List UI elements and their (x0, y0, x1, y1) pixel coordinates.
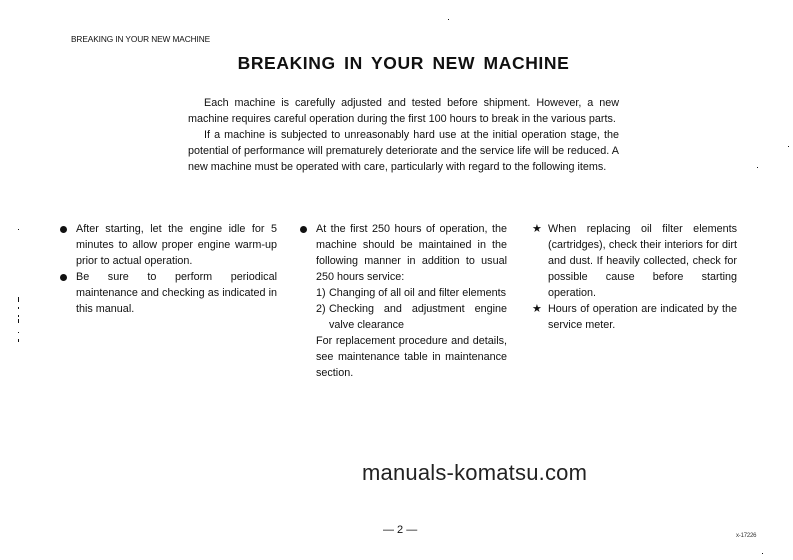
right-column (532, 221, 737, 333)
list-item (60, 269, 277, 317)
scan-speck (18, 339, 19, 342)
document-code: x-17226 (736, 533, 757, 539)
page-number: — 2 — (383, 524, 418, 536)
sub-item-text: Checking and adjustment engine valve clearance (329, 303, 507, 331)
bullet-dot-icon (60, 221, 74, 238)
sub-list-item (316, 285, 507, 301)
scan-speck (448, 19, 449, 20)
scan-speck (18, 332, 19, 333)
sub-item-number: 1) (316, 287, 326, 299)
watermark-link[interactable]: manuals-komatsu.com (362, 460, 588, 485)
list-item (532, 221, 737, 301)
scan-speck (18, 297, 19, 302)
scan-speck (18, 315, 19, 317)
bullet-dot-icon (300, 221, 314, 238)
intro-paragraph: If a machine is subjected to unreasonably hard use at the initial operation stage, the potential of performance will prematurely deteriorate and the service life will be reduced. A new machine must be operated with care, particularly with regard to the following items. (188, 129, 619, 173)
sub-list-item (316, 301, 507, 333)
sub-item-number: 2) (316, 303, 326, 315)
left-column (60, 221, 277, 317)
intro-paragraph: Each machine is carefully adjusted and tested before shipment. However, a new machine requires careful operation during the first 100 hours to break in the various parts. (188, 97, 619, 125)
sub-item-text: Changing of all oil and filter elements (329, 287, 507, 299)
star-icon: ★ (532, 303, 542, 315)
scan-speck (788, 146, 789, 147)
list-item-text: Be sure to perform periodical maintenance and checking as indicated in this manual. (76, 271, 277, 315)
scan-speck (18, 307, 19, 309)
page-title: BREAKING IN YOUR NEW MACHINE (237, 53, 570, 73)
trailing-note: For replacement procedure and details, see maintenance table in maintenance section. (316, 335, 507, 379)
list-item-text: At the first 250 hours of operation, the machine should be maintained in the following manner in addition to usual 250 hours service: (316, 223, 507, 283)
list-item-text: When replacing oil filter elements (cartridges), check their interiors for dirt and dust. If heavily collected, check for possible cause before starting operation. (548, 223, 737, 299)
list-item (532, 301, 737, 333)
list-item-text: Hours of operation are indicated by the service meter. (548, 303, 737, 331)
scan-speck (18, 229, 19, 230)
intro-section (188, 95, 619, 175)
scan-speck (757, 167, 758, 168)
scan-speck (18, 319, 19, 323)
list-item-text: After starting, let the engine idle for 5 minutes to allow proper engine warm-up prior to actual operation. (76, 223, 277, 267)
list-item (300, 221, 507, 285)
sub-list (300, 285, 507, 333)
running-header: BREAKING IN YOUR NEW MACHINE (71, 34, 211, 44)
list-item (60, 221, 277, 269)
scan-speck (762, 553, 763, 554)
star-icon: ★ (532, 223, 542, 235)
middle-column (300, 221, 507, 381)
bullet-dot-icon (60, 269, 74, 286)
